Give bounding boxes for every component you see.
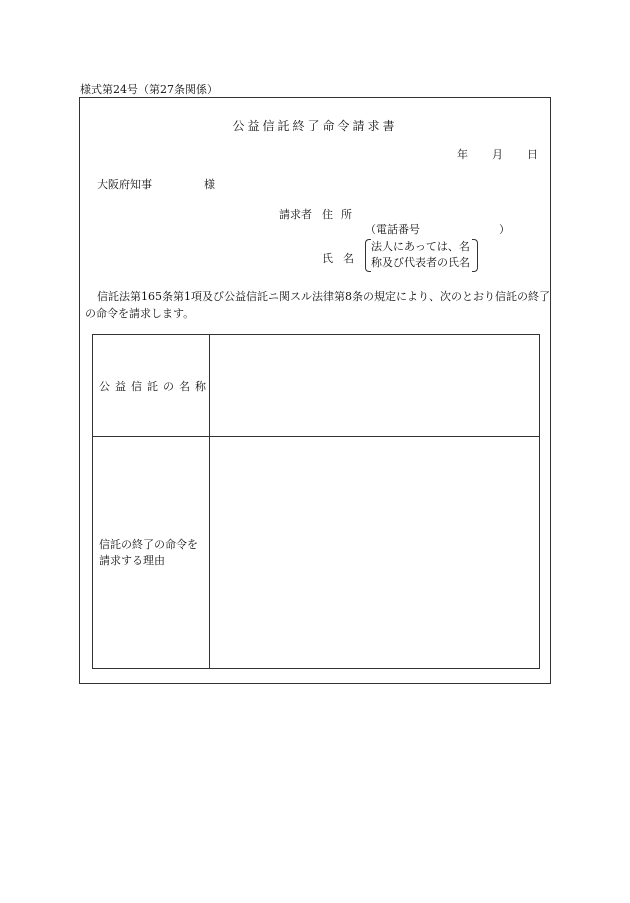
date-year-label: 年 [457, 148, 468, 161]
termination-reason-label: 信託の終了の命令を請求する理由 [99, 538, 198, 567]
form-frame [79, 97, 551, 684]
addressee-honorific: 様 [204, 178, 215, 191]
request-statement: 信託法第165条第1項及び公益信託ニ関スル法律第8条の規定により、次のとおり信託の終了の命令を請求します。 [85, 290, 550, 320]
corporation-note-line2: 称及び代表者の氏名 [371, 256, 470, 269]
address-label: 住所 [322, 208, 360, 221]
trust-name-label: 公益信託の名称 [99, 380, 211, 393]
addressee-name: 大阪府知事 [97, 178, 152, 191]
date-month-label: 月 [492, 148, 503, 161]
form-title: 公益信託終了命令請求書 [232, 119, 398, 133]
termination-reason-field[interactable] [210, 437, 539, 668]
date-day-label: 日 [527, 148, 538, 161]
right-bracket [472, 239, 478, 272]
trust-name-field[interactable] [210, 335, 539, 436]
corporation-note-line1: 法人にあっては、名 [371, 240, 470, 253]
name-label: 氏名 [322, 252, 364, 265]
requester-label: 請求者 [279, 208, 312, 221]
form-number: 様式第24号（第27条関係） [80, 83, 218, 96]
phone-label: （電話番号 [365, 223, 420, 236]
request-table [92, 334, 540, 669]
corporation-note [365, 238, 478, 272]
phone-close-paren: ） [499, 223, 510, 236]
